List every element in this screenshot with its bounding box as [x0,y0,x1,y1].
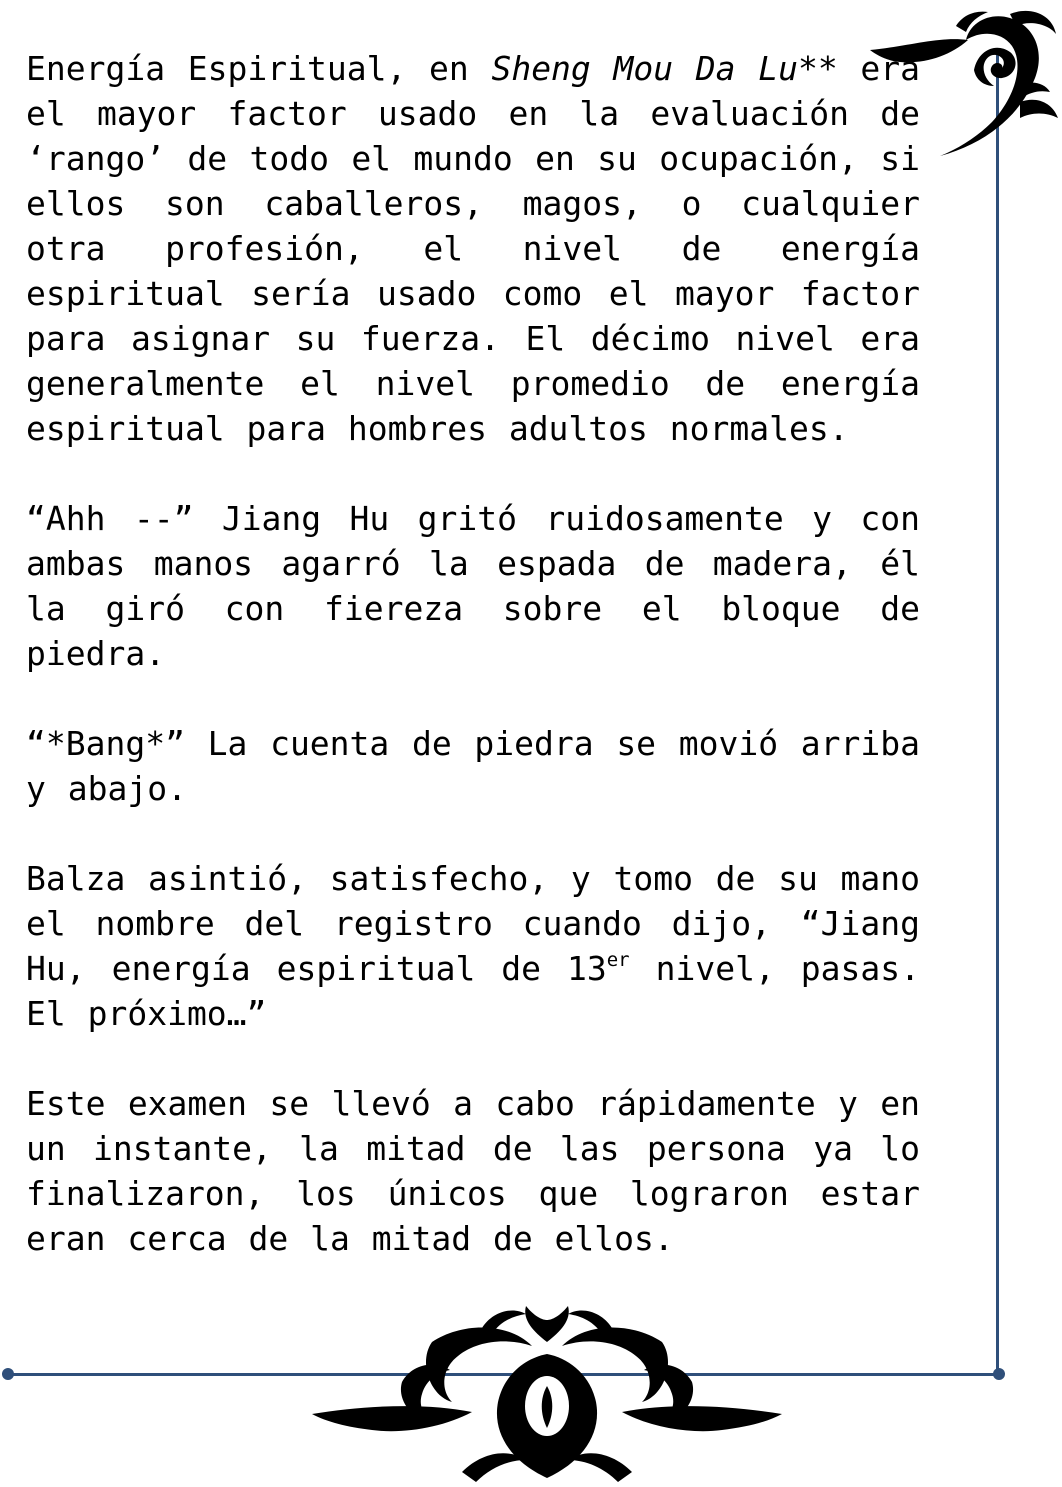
document-body [26,46,920,1261]
paragraph-3: “*Bang*” La cuenta de piedra se movió arriba y abajo. [26,724,920,808]
paragraph-1 [26,46,920,451]
paragraph-2: “Ahh --” Jiang Hu gritó ruidosamente y con ambas manos agarró la espada de madera, él la giró con fiereza sobre el bloque de piedra. [26,499,920,673]
frame-vertical-line [996,50,999,1375]
paragraph-5: Este examen se llevó a cabo rápidamente y en un instante, la mitad de las persona ya lo finalizaron, los únicos que lograron estar eran cerca de la mitad de ellos. [26,1084,920,1258]
paragraph-1-start: Energía Espiritual, en [26,49,469,88]
book-title: Sheng Mou Da Lu [491,49,798,88]
paragraph-4-start: Balza asintió, satisfecho, y tomo de su mano el nombre del registro cuando dijo, “Jiang Hu, energía espiritual de 13 [26,859,920,988]
paragraph-4 [26,856,920,1036]
frame-corner-dot [993,1368,1005,1380]
frame-left-dot [2,1368,14,1380]
ordinal-superscript: er [606,949,630,971]
paragraph-4-rest: nivel, pasas. El próximo…” [26,949,920,1033]
tribal-ornament-bottom-icon [312,1302,782,1484]
paragraph-1-rest: ** era el mayor factor usado en la evaluación de ‘rango’ de todo el mundo en su ocupación, si ellos son caballeros, magos, o cualquier otra profesión, el nivel de energía espiritual sería usado como el mayor factor para asignar su fuerza. El décimo nivel era generalmente el nivel promedio de energía espiritual para hombres adultos normales. [26,49,920,448]
